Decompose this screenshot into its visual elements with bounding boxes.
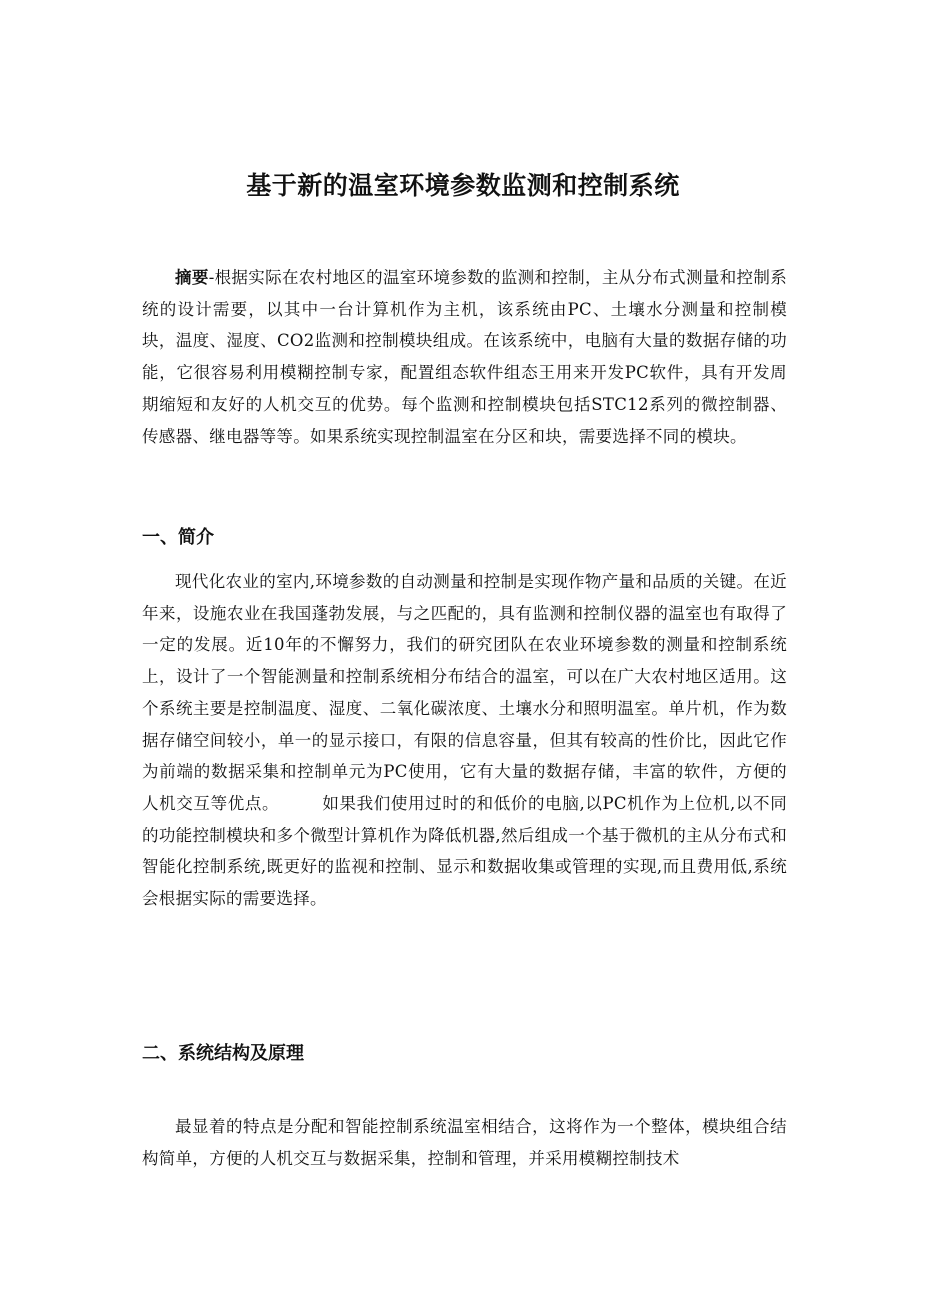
abstract-label: 摘要: [175, 268, 209, 287]
abstract-text: -根据实际在农村地区的温室环境参数的监测和控制，主从分布式测量和控制系统的设计需要，以其中一台计算机作为主机，该系统由PC、土壤水分测量和控制模块，温度、湿度、CO2监测和控制模块组成。在该系统中，电脑有大量的数据存储的功能，它很容易利用模糊控制专家，配置组态软件组态王用来开发PC软件，具有开发周期缩短和友好的人机交互的优势。每个监测和控制模块包括STC12系列的微控制器、传感器、继电器等等。如果系统实现控制温室在分区和块，需要选择不同的模块。: [142, 268, 788, 446]
abstract-paragraph: [142, 262, 787, 452]
document-title: 基于新的温室环境参数监测和控制系统: [246, 171, 680, 200]
introduction-paragraph: 现代化农业的室内,环境参数的自动测量和控制是实现作物产量和品质的关键。在近年来，设施农业在我国蓬勃发展，与之匹配的，具有监测和控制仪器的温室也有取得了一定的发展。近10年的不懈努力，我们的研究团队在农业环境参数的测量和控制系统上，设计了一个智能测量和控制系统相分布结合的温室，可以在广大农村地区适用。这个系统主要是控制温度、湿度、二氧化碳浓度、土壤水分和照明温室。单片机，作为数据存储空间较小，单一的显示接口，有限的信息容量，但其有较高的性价比，因此它作为前端的数据采集和控制单元为PC使用，它有大量的数据存储，丰富的软件，方便的人机交互等优点。 如果我们使用过时的和低价的电脑,以PC机作为上位机,以不同的功能控制模块和多个微型计算机作为降低机器,然后组成一个基于微机的主从分布式和智能化控制系统,既更好的监视和控制、显示和数据收集或管理的实现,而且费用低,系统会根据实际的需要选择。: [142, 572, 787, 909]
section-heading-introduction: 一、简介: [142, 527, 214, 548]
system-structure-paragraph: 最显着的特点是分配和智能控制系统温室相结合，这将作为一个整体，模块组合结构简单，方便的人机交互与数据采集，控制和管理，并采用模糊控制技术: [142, 1117, 787, 1168]
section-heading-system-structure: 二、系统结构及原理: [142, 1043, 304, 1064]
